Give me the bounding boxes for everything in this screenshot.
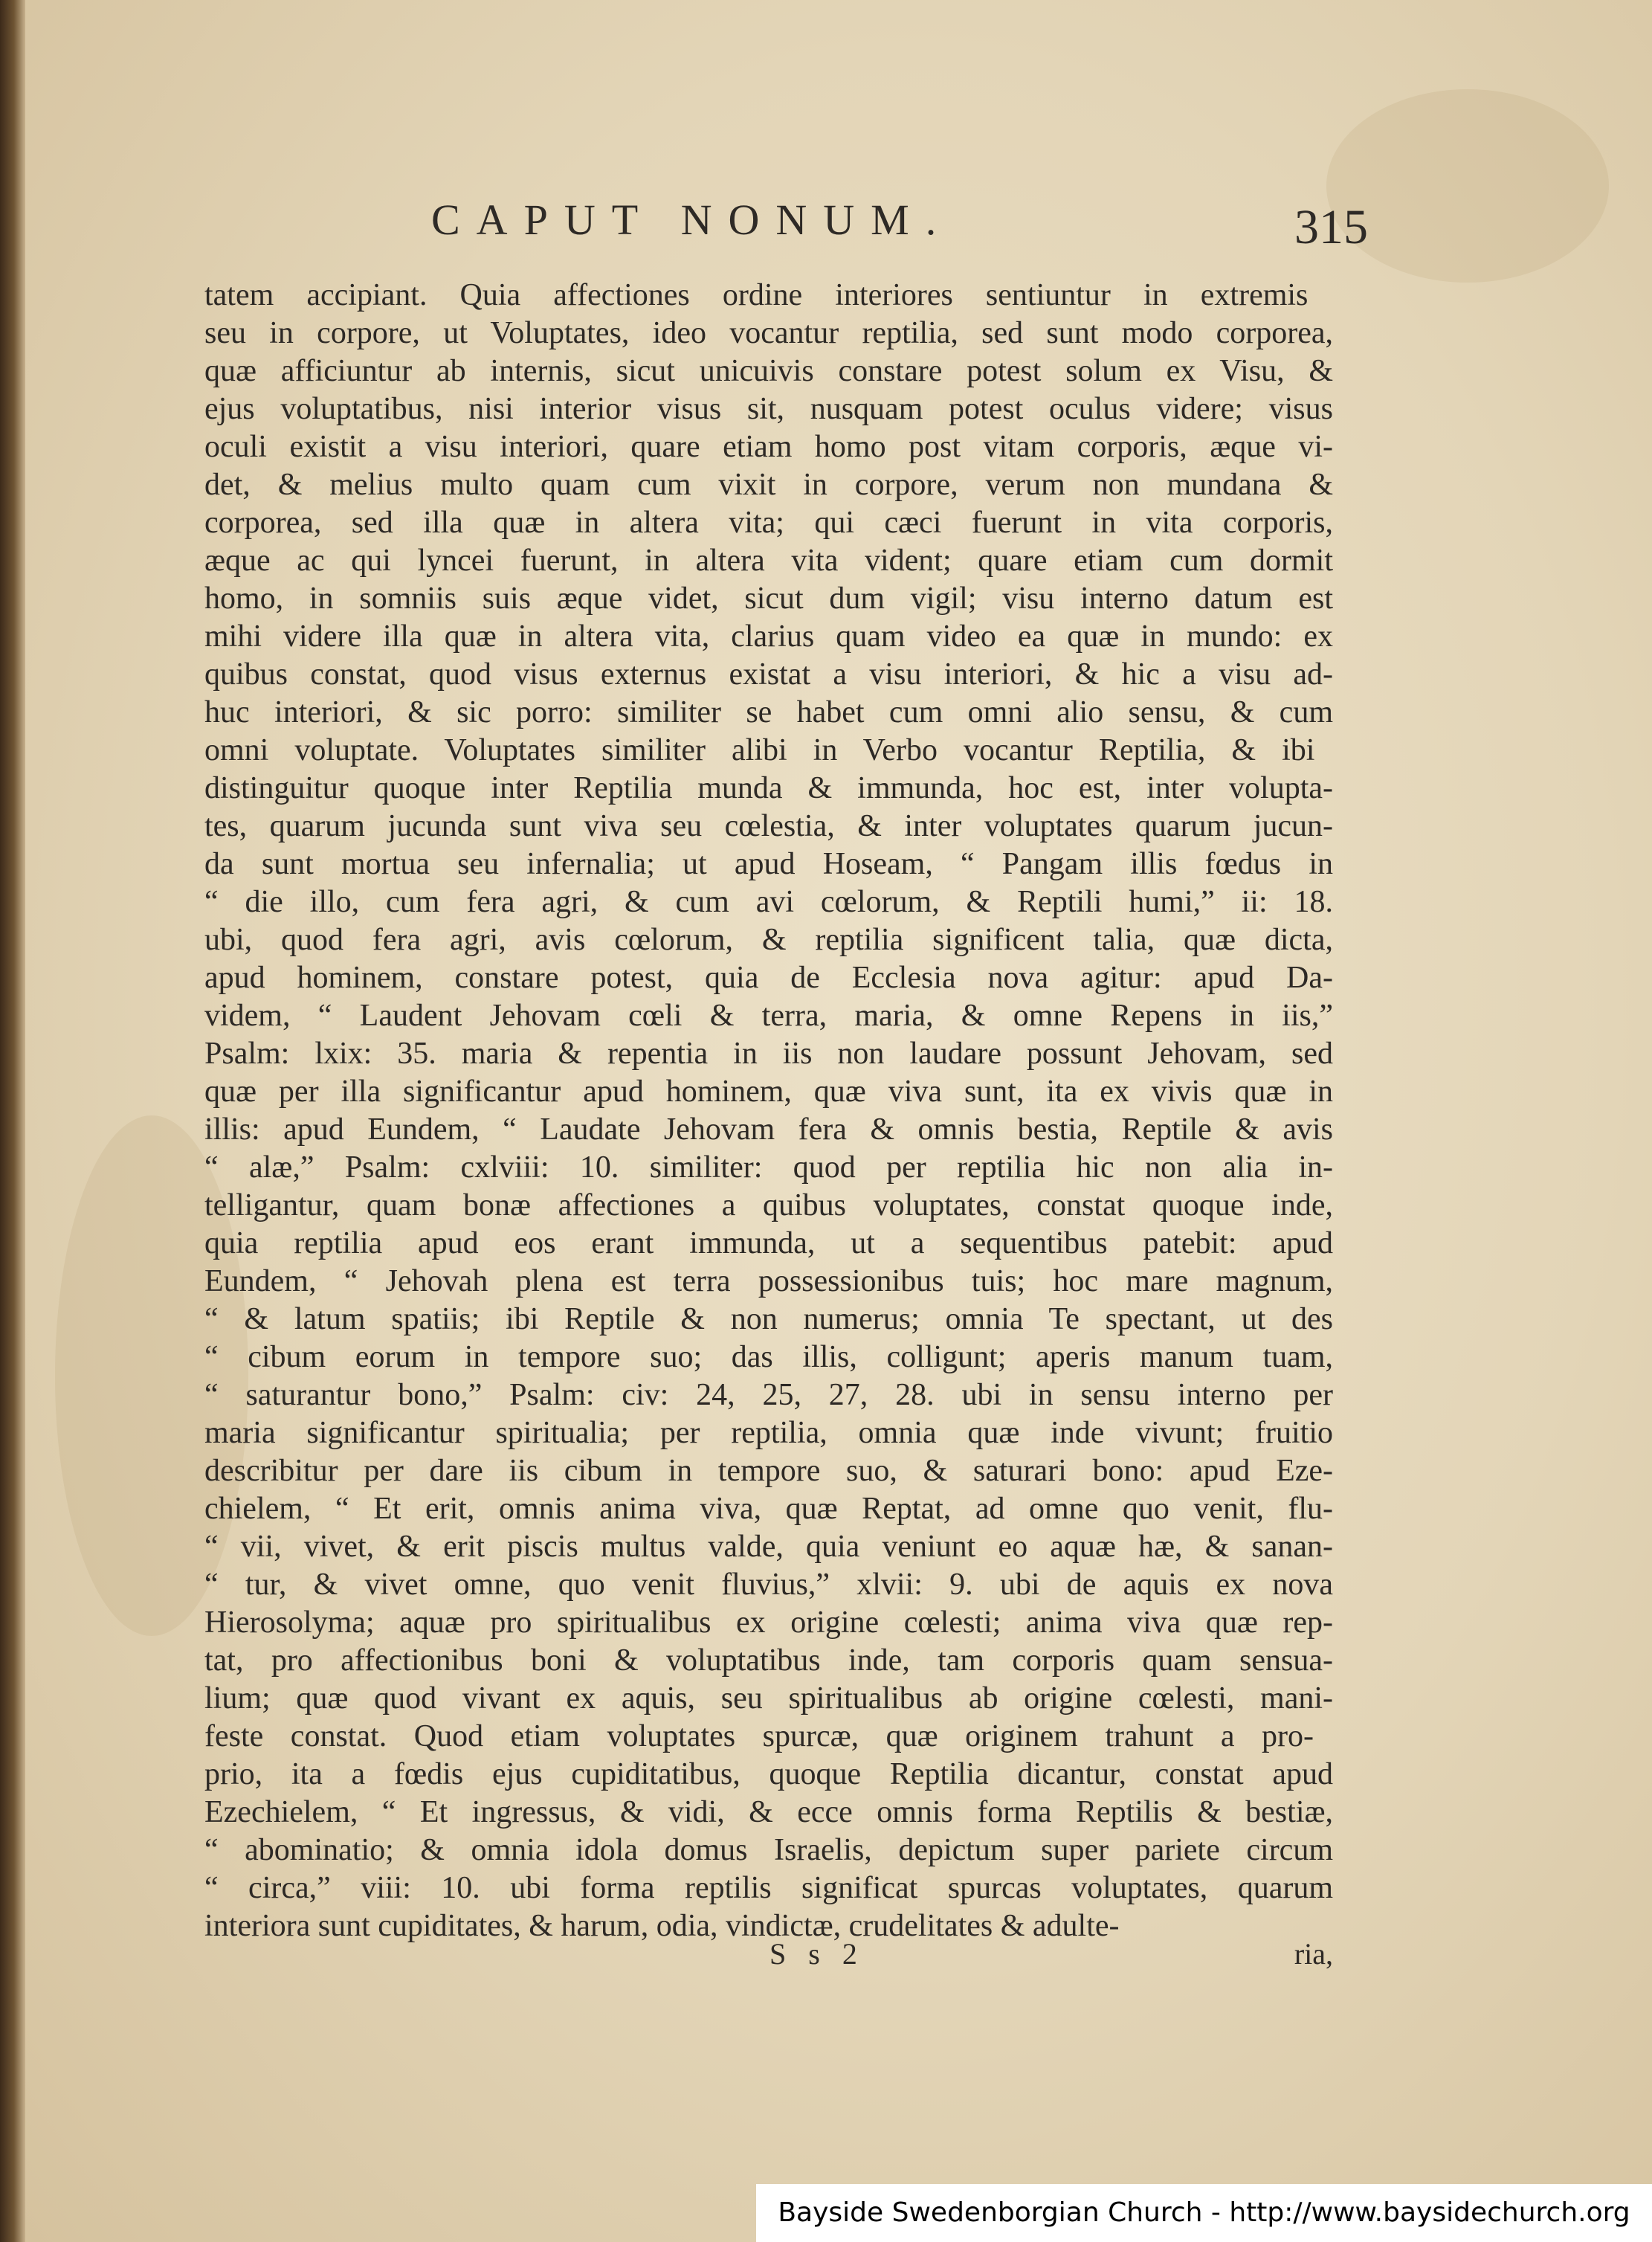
text-line: Ezechielem, “ Et ingressus, & vidi, & ecce omnis forma Reptilis & bestiæ,	[204, 1795, 1333, 1829]
text-line: quæ afficiuntur ab internis, sicut unicuivis constare potest solum ex Visu, &	[204, 354, 1333, 388]
text-line: “ & latum spatiis; ibi Reptile & non numerus; omnia Te spectant, ut des	[204, 1302, 1333, 1336]
text-line: feste constat. Quod etiam voluptates spurcæ, quæ originem trahunt a pro-	[204, 1719, 1314, 1753]
book-spine-shadow	[0, 0, 25, 2242]
page-number: 315	[1294, 200, 1368, 254]
text-line: videm, “ Laudent Jehovam cœli & terra, maria, & omne Repens in iis,”	[204, 999, 1333, 1033]
text-line: Eundem, “ Jehovah plena est terra possessionibus tuis; hoc mare magnum,	[204, 1264, 1333, 1298]
text-line: chielem, “ Et erit, omnis anima viva, quæ Reptat, ad omne quo venit, flu-	[204, 1492, 1333, 1526]
text-line: distinguitur quoque inter Reptilia munda & immunda, hoc est, inter volupta-	[204, 771, 1333, 805]
text-line: prio, ita a fœdis ejus cupiditatibus, quoque Reptilia dicantur, constat apud	[204, 1757, 1333, 1791]
text-line: tatem accipiant. Quia affectiones ordine interiores sentiuntur in extremis	[204, 278, 1309, 312]
catchword: ria,	[1294, 1937, 1333, 1971]
text-line: illis: apud Eundem, “ Laudate Jehovam fera & omnis bestia, Reptile & avis	[204, 1112, 1333, 1147]
text-line: “ alæ,” Psalm: cxlviii: 10. similiter: quod per reptilia hic non alia in-	[204, 1150, 1333, 1185]
text-line: “ circa,” viii: 10. ubi forma reptilis significat spurcas voluptates, quarum	[204, 1871, 1333, 1905]
text-line: interiora sunt cupiditates, & harum, odia, vindictæ, crudelitates & adulte-	[204, 1909, 1120, 1943]
text-line: “ cibum eorum in tempore suo; das illis, colligunt; aperis manum tuam,	[204, 1340, 1333, 1374]
text-line: “ die illo, cum fera agri, & cum avi cœlorum, & Reptili humi,” ii: 18.	[204, 885, 1333, 919]
text-line: mihi videre illa quæ in altera vita, clarius quam video ea quæ in mundo: ex	[204, 619, 1333, 654]
text-line: lium; quæ quod vivant ex aquis, seu spiritualibus ab origine cœlesti, mani-	[204, 1681, 1333, 1716]
text-line: æque ac qui lyncei fuerunt, in altera vita vident; quare etiam cum dormit	[204, 544, 1333, 578]
text-line: da sunt mortua seu infernalia; ut apud Hoseam, “ Pangam illis fœdus in	[204, 847, 1333, 881]
running-head: CAPUT NONUM.	[431, 196, 953, 244]
text-line: det, & melius multo quam cum vixit in corpore, verum non mundana &	[204, 468, 1333, 502]
signature-mark: S s 2	[769, 1937, 865, 1971]
text-line: maria significantur spiritualia; per reptilia, omnia quæ inde vivunt; fruitio	[204, 1416, 1333, 1450]
text-line: tes, quarum jucunda sunt viva seu cœlestia, & inter voluptates quarum jucun-	[204, 809, 1333, 843]
text-line: “ saturantur bono,” Psalm: civ: 24, 25, 27, 28. ubi in sensu interno per	[204, 1378, 1333, 1412]
text-line: tat, pro affectionibus boni & voluptatibus inde, tam corporis quam sensua-	[204, 1643, 1333, 1678]
watermark-banner: Bayside Swedenborgian Church - http://www.baysidechurch.org	[756, 2184, 1652, 2242]
text-line: Hierosolyma; aquæ pro spiritualibus ex origine cœlesti; anima viva quæ rep-	[204, 1605, 1333, 1640]
text-line: ejus voluptatibus, nisi interior visus sit, nusquam potest oculus videre; visus	[204, 392, 1333, 426]
body-text	[204, 277, 1333, 1945]
text-line: “ vii, vivet, & erit piscis multus valde, quia veniunt eo aquæ hæ, & sanan-	[204, 1530, 1333, 1564]
text-line: quæ per illa significantur apud hominem, quæ viva sunt, ita ex vivis quæ in	[204, 1075, 1333, 1109]
text-line: seu in corpore, ut Voluptates, ideo vocantur reptilia, sed sunt modo corporea,	[204, 316, 1333, 350]
text-line: apud hominem, constare potest, quia de Ecclesia nova agitur: apud Da-	[204, 961, 1333, 995]
text-line: describitur per dare iis cibum in tempore suo, & saturari bono: apud Eze-	[204, 1454, 1333, 1488]
text-line: huc interiori, & sic porro: similiter se habet cum omni alio sensu, & cum	[204, 695, 1333, 729]
text-line: telligantur, quam bonæ affectiones a quibus voluptates, constat quoque inde,	[204, 1188, 1333, 1223]
text-line: omni voluptate. Voluptates similiter alibi in Verbo vocantur Reptilia, & ibi	[204, 733, 1315, 767]
text-line: quibus constat, quod visus externus existat a visu interiori, & hic a visu ad-	[204, 657, 1333, 692]
page-header	[431, 195, 1368, 254]
text-line: ubi, quod fera agri, avis cœlorum, & reptilia significent talia, quæ dicta,	[204, 923, 1333, 957]
page-footer	[204, 1936, 1333, 1975]
text-line: oculi existit a visu interiori, quare etiam homo post vitam corporis, æque vi-	[204, 430, 1333, 464]
text-line: “ abominatio; & omnia idola domus Israelis, depictum super pariete circum	[204, 1833, 1333, 1867]
text-line: “ tur, & vivet omne, quo venit fluvius,” xlvii: 9. ubi de aquis ex nova	[204, 1568, 1333, 1602]
text-line: corporea, sed illa quæ in altera vita; qui cæci fuerunt in vita corporis,	[204, 506, 1333, 540]
text-line: quia reptilia apud eos erant immunda, ut a sequentibus patebit: apud	[204, 1226, 1333, 1260]
text-line: homo, in somniis suis æque videt, sicut dum vigil; visu interno datum est	[204, 582, 1333, 616]
paper-stain	[1326, 89, 1609, 283]
text-line: Psalm: lxix: 35. maria & repentia in iis non laudare possunt Jehovam, sed	[204, 1037, 1333, 1071]
